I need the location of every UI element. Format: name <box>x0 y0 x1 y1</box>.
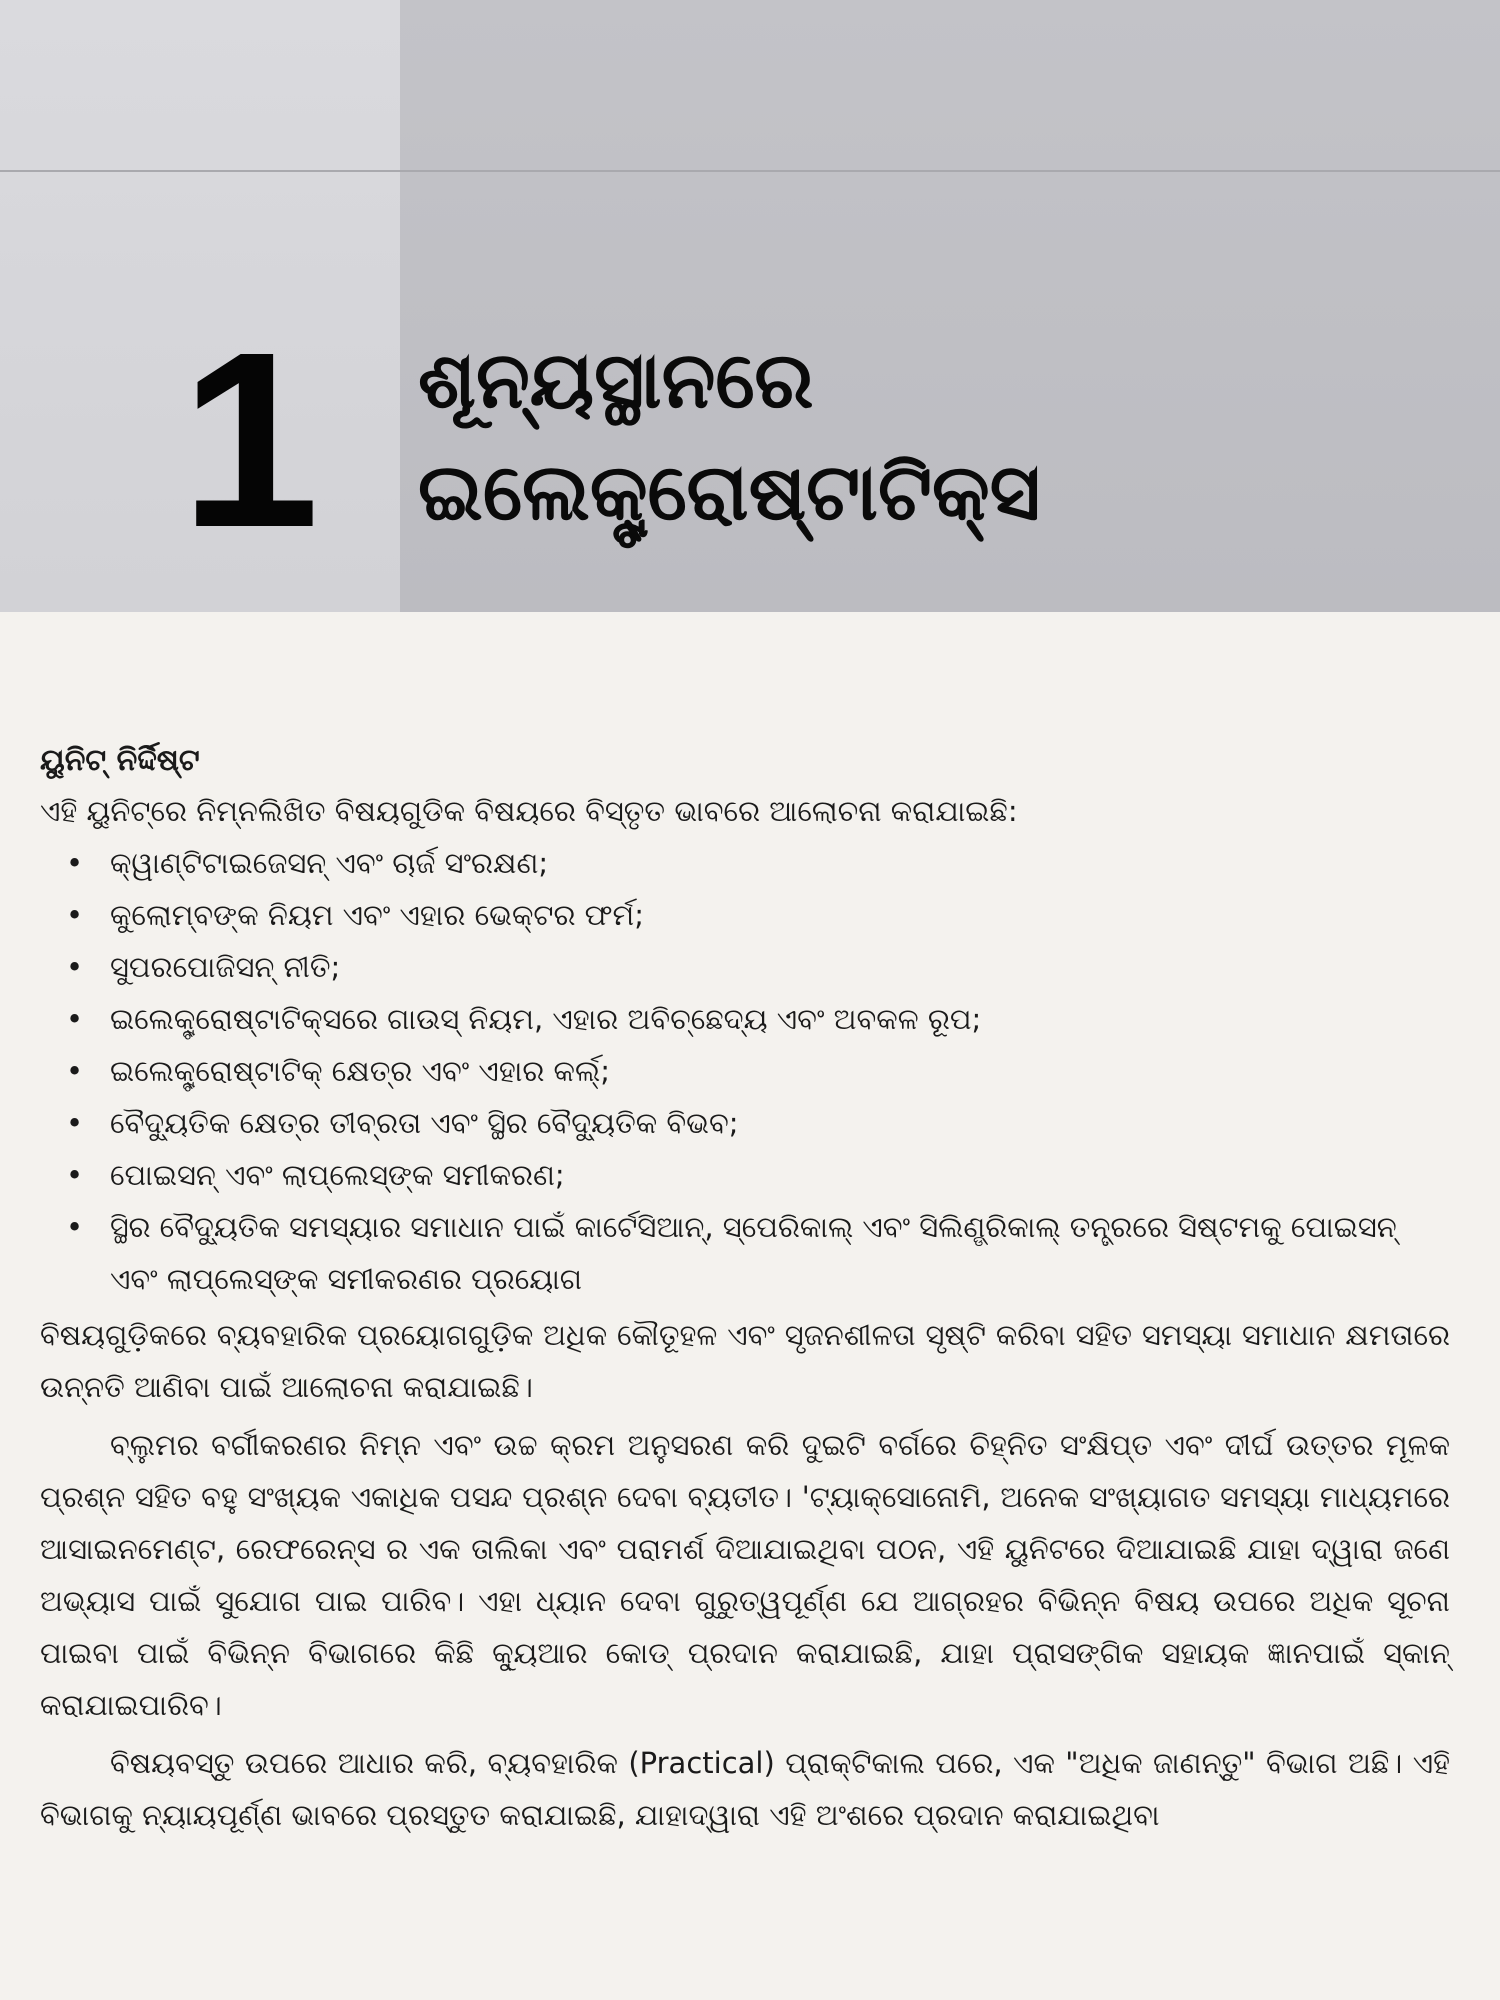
chapter-number: 1 <box>180 300 320 579</box>
unit-intro: ଏହି ୟୁନିଟ୍‌ରେ ନିମ୍ନଲିଖିତ ବିଷୟଗୁଡିକ ବିଷୟରେ ବିସ୍ତୃତ ଭାବରେ ଆଲୋଚନା କରାଯାଇଛି: <box>40 794 1018 828</box>
topic-item: • ଇଲେକ୍ଟ୍ରୋଷ୍ଟାଟିକ୍ସରେ ଗାଉସ୍ ନିୟମ, ଏହାର ଅବିଚ୍ଛେଦ୍ୟ ଏବଂ ଅବକଳ ରୂପ; <box>110 993 1450 1045</box>
topic-item: • ପୋଇସନ୍ ଏବଂ ଲାପ୍ଲେସ୍‌ଙ୍କ ସମୀକରଣ; <box>110 1149 1450 1201</box>
topic-list <box>40 837 1450 1305</box>
topic-item: • ସୁପରପୋଜିସନ୍ ନୀତି; <box>110 941 1450 993</box>
unit-content <box>40 735 1450 1841</box>
paragraph-blooms-taxonomy: ବ୍ଲୁମର ବର୍ଗୀକରଣର ନିମ୍ନ ଏବଂ ଉଚ୍ଚ କ୍ରମ ଅନୁସରଣ କରି ଦୁଇଟି ବର୍ଗରେ ଚିହ୍ନିତ ସଂକ୍ଷିପ୍ତ ଏବଂ ଦୀର୍ଘ ଉତ୍ତର ମୂଳକ ପ୍ରଶ୍ନ ସହିତ ବହୁ ସଂଖ୍ୟକ ଏକାଧିକ ପସନ୍ଦ ପ୍ରଶ୍ନ ଦେବା ବ୍ୟତୀତ। 'ଟ୍ୟାକ୍ସୋନୋମି, ଅନେକ ସଂଖ୍ୟାଗତ ସମସ୍ୟା ମାଧ୍ୟମରେ ଆସାଇନମେଣ୍ଟ, ରେଫରେନ୍ସ ର ଏକ ତାଲିକା ଏବଂ ପରାମର୍ଶ ଦିଆଯାଇଥିବା ପଠନ, ଏହି ୟୁନିଟରେ ଦିଆଯାଇଛି ଯାହା ଦ୍ୱାରା ଜଣେ ଅଭ୍ୟାସ ପାଇଁ ସୁଯୋଗ ପାଇ ପାରିବ। ଏହା ଧ୍ୟାନ ଦେବା ଗୁରୁତ୍ୱପୂର୍ଣ୍ଣ ଯେ ଆଗ୍ରହର ବିଭିନ୍ନ ବିଷୟ ଉପରେ ଅଧିକ ସୂଚନା ପାଇବା ପାଇଁ ବିଭିନ୍ନ ବିଭାଗରେ କିଛି କ୍ୟୁଆର କୋଡ୍ ପ୍ରଦାନ କରାଯାଇଛି, ଯାହା ପ୍ରାସଙ୍ଗିକ ସହାୟକ ଜ୍ଞାନପାଇଁ ସ୍କାନ୍ କରାଯାଇପାରିବ। <box>40 1428 1450 1722</box>
header-rule <box>0 170 1500 172</box>
topic-item: • କୁଲୋମ୍ବଙ୍କ ନିୟମ ଏବଂ ଏହାର ଭେକ୍ଟର ଫର୍ମ; <box>110 889 1450 941</box>
topic-item: • ଇଲେକ୍ଟ୍ରୋଷ୍ଟାଟିକ୍ କ୍ଷେତ୍ର ଏବଂ ଏହାର କର୍ଲ୍; <box>110 1045 1450 1097</box>
paragraph-applications: ବିଷୟଗୁଡ଼ିକରେ ବ୍ୟବହାରିକ ପ୍ରୟୋଗଗୁଡ଼ିକ ଅଧିକ କୌତୂହଳ ଏବଂ ସୃଜନଶୀଳତା ସୃଷ୍ଟି କରିବା ସହିତ ସମସ୍ୟା ସମାଧାନ କ୍ଷମତାରେ ଉନ୍ନତି ଆଣିବା ପାଇଁ ଆଲୋଚନା କରାଯାଇଛି। <box>40 1318 1450 1404</box>
chapter-title <box>418 325 1468 549</box>
topic-item: • ସ୍ଥିର ବୈଦ୍ୟୁତିକ ସମସ୍ୟାର ସମାଧାନ ପାଇଁ କାର୍ଟେସିଆନ୍, ସ୍ପେରିକାଲ୍ ଏବଂ ସିଲିଣ୍ଡ୍ରିକାଲ୍ ତନ୍ତ୍ରରେ ସିଷ୍ଟମକୁ ପୋଇସନ୍ ଏବଂ ଲାପ୍ଲେସ୍‌ଙ୍କ ସମୀକରଣର ପ୍ରୟୋଗ <box>110 1201 1450 1305</box>
topic-item: • କ୍ୱାଣ୍ଟିଟାଇଜେସନ୍ ଏବଂ ଚାର୍ଜ ସଂରକ୍ଷଣ; <box>110 837 1450 889</box>
paragraph-know-more: ବିଷୟବସ୍ତୁ ଉପରେ ଆଧାର କରି, ବ୍ୟବହାରିକ (Practical) ପ୍ରାକ୍ଟିକାଲ ପରେ, ଏକ "ଅଧିକ ଜାଣନ୍ତୁ" ବିଭାଗ ଅଛି। ଏହି ବିଭାଗକୁ ନ୍ୟାୟପୂର୍ଣ୍ଣ ଭାବରେ ପ୍ରସ୍ତୁତ କରାଯାଇଛି, ଯାହାଦ୍ୱାରା ଏହି ଅଂଶରେ ପ୍ରଦାନ କରାଯାଇଥିବା <box>40 1746 1450 1832</box>
topic-item: • ବୈଦ୍ୟୁତିକ କ୍ଷେତ୍ର ତୀବ୍ରତା ଏବଂ ସ୍ଥିର ବୈଦ୍ୟୁତିକ ବିଭବ; <box>110 1097 1450 1149</box>
chapter-title-line-1: ଶୂନ୍ୟସ୍ଥାନରେ <box>418 336 814 426</box>
chapter-title-line-2: ଇଲେକ୍ଟ୍ରୋଷ୍ଟାଟିକ୍ସ <box>418 448 1041 538</box>
unit-heading: ୟୁନିଟ୍ ନିର୍ଦ୍ଦିଷ୍ଟ <box>40 743 200 778</box>
